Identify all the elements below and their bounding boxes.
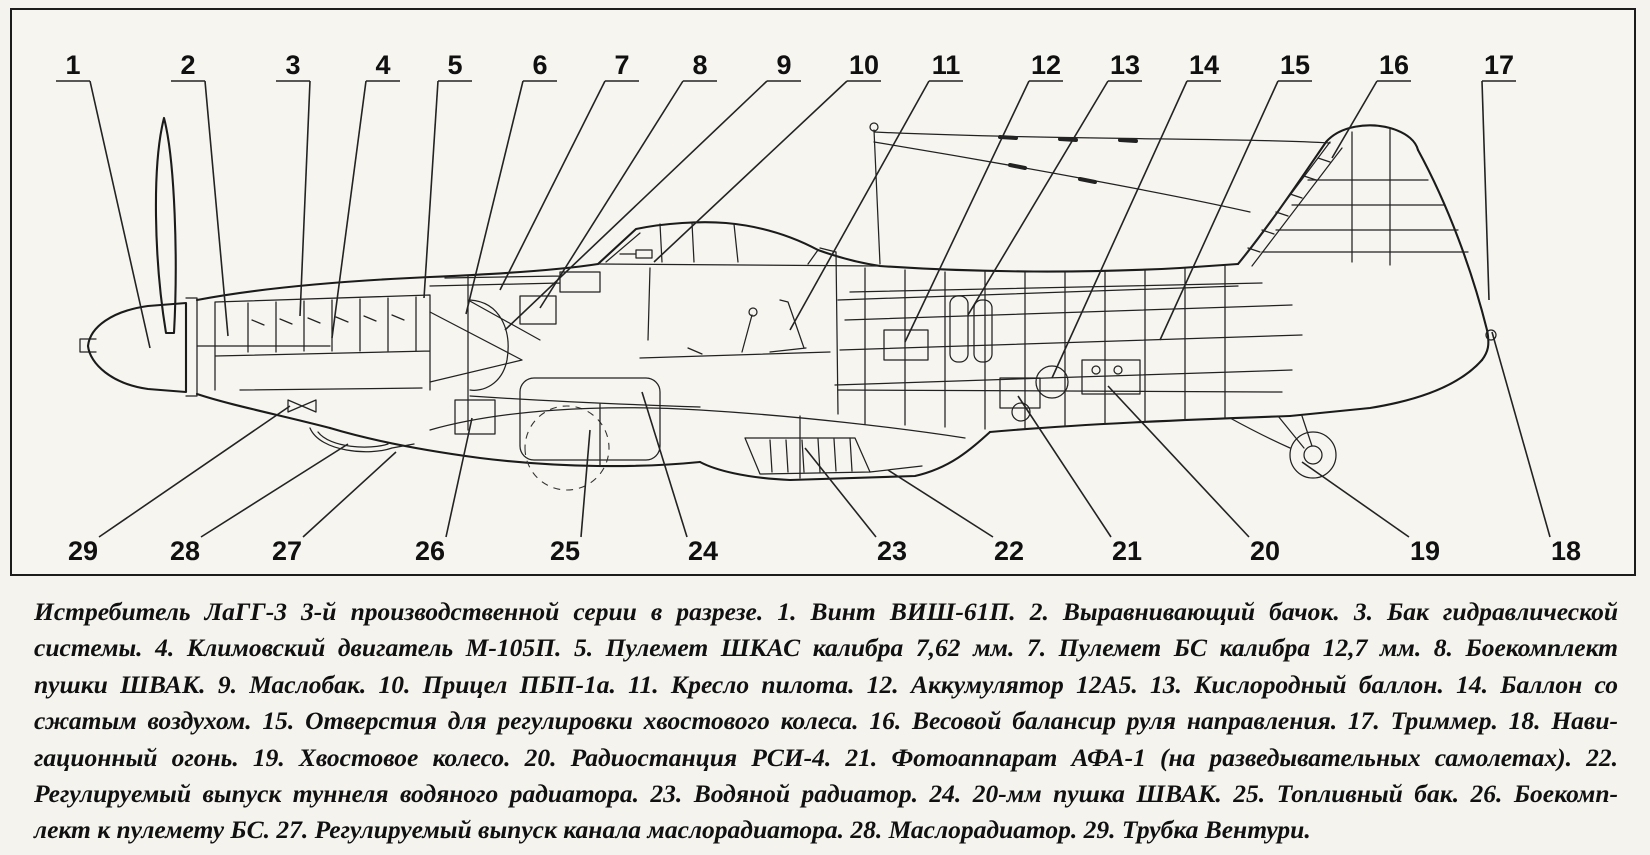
- callout-number-28: 28: [169, 536, 201, 566]
- callout-number-9: 9: [776, 50, 792, 80]
- caption-line: лект к пулемету БС. 27. Регулируемый выпуск канала маслорадиатора. 28. Маслорадиатор. 29. Трубка Вентури.: [34, 815, 1311, 845]
- leader-line-22: [888, 470, 993, 537]
- callout-number-17: 17: [1483, 50, 1515, 80]
- fuselage-outline: [197, 125, 1488, 480]
- caption-line: сжатым воздухом. 15. Отверстия для регулировки хвостового колеса. 16. Весовой балансир руля направления. 17. Триммер. 18. Нави-: [34, 706, 1618, 736]
- leader-line-20: [1108, 386, 1249, 537]
- callout-number-18: 18: [1550, 536, 1582, 566]
- callout-number-2: 2: [180, 50, 196, 80]
- leader-line-28: [201, 444, 348, 537]
- leader-line-17: [1482, 81, 1489, 300]
- caption-line: пушки ШВАК. 9. Маслобак. 10. Прицел ПБП-1а. 11. Кресло пилота. 12. Аккумулятор 12А5. 13. Кислородный баллон. 14. Баллон со: [34, 669, 1618, 699]
- leader-line-10: [654, 81, 847, 262]
- callout-number-3: 3: [285, 50, 301, 80]
- callout-number-1: 1: [65, 50, 81, 80]
- leader-line-14: [1052, 81, 1187, 378]
- callout-number-15: 15: [1279, 50, 1311, 80]
- engine-section: [197, 272, 600, 430]
- callout-number-16: 16: [1378, 50, 1410, 80]
- callout-number-27: 27: [271, 536, 303, 566]
- callout-number-20: 20: [1249, 536, 1281, 566]
- callout-number-13: 13: [1109, 50, 1141, 80]
- callout-number-10: 10: [848, 50, 880, 80]
- leader-line-15: [1160, 81, 1278, 340]
- leader-line-26: [446, 418, 472, 537]
- spinner-and-propeller: [80, 118, 197, 396]
- leader-line-5: [424, 81, 438, 298]
- callout-number-14: 14: [1188, 50, 1220, 80]
- leader-line-4: [332, 81, 366, 338]
- callout-number-19: 19: [1409, 536, 1441, 566]
- leader-line-12: [905, 81, 1029, 342]
- leader-line-29: [99, 406, 290, 537]
- leader-line-3: [300, 81, 310, 316]
- cockpit-section: [455, 223, 880, 490]
- tail-section: [1230, 128, 1496, 478]
- callout-number-24: 24: [687, 536, 719, 566]
- callout-number-5: 5: [447, 50, 463, 80]
- antenna: [870, 123, 1330, 264]
- callout-number-26: 26: [414, 536, 446, 566]
- leader-line-1: [90, 81, 150, 348]
- callout-number-29: 29: [67, 536, 99, 566]
- callout-number-23: 23: [876, 536, 908, 566]
- leader-line-11: [790, 81, 929, 330]
- caption-line: системы. 4. Климовский двигатель М-105П. 5. Пулемет ШКАС калибра 7,62 мм. 7. Пулемет БС калибра 12,7 мм. 8. Боекомплект: [34, 633, 1618, 663]
- leader-line-9: [505, 81, 767, 330]
- leader-line-13: [968, 81, 1108, 315]
- leader-line-6: [466, 81, 523, 314]
- callout-number-22: 22: [993, 536, 1025, 566]
- figure-caption: [34, 594, 1618, 849]
- caption-line: Регулируемый выпуск туннеля водяного радиатора. 23. Водяной радиатор. 24. 20-мм пушка ШВАК. 25. Топливный бак. 26. Боекомп-: [34, 779, 1618, 809]
- callout-number-4: 4: [375, 50, 391, 80]
- leader-line-8: [540, 81, 683, 308]
- caption-line: гационный огонь. 19. Хвостовое колесо. 20. Радиостанция РСИ-4. 21. Фотоаппарат АФА-1 (на разведывательных самолетах). 22.: [34, 742, 1618, 772]
- leader-line-27: [303, 452, 396, 537]
- callout-number-6: 6: [532, 50, 548, 80]
- leader-line-16: [1332, 81, 1377, 158]
- leader-line-19: [1302, 462, 1409, 537]
- rear-fuselage-structure: [835, 266, 1302, 429]
- callout-number-11: 11: [931, 50, 961, 80]
- callout-number-12: 12: [1030, 50, 1062, 80]
- callout-number-7: 7: [614, 50, 630, 80]
- callout-number-21: 21: [1111, 536, 1143, 566]
- leader-line-25: [581, 430, 590, 537]
- leader-line-18: [1492, 332, 1550, 537]
- callout-number-8: 8: [692, 50, 708, 80]
- caption-line: Истребитель ЛаГГ-3 3-й производственной серии в разрезе. 1. Винт ВИШ-61П. 2. Выравнивающий бачок. 3. Бак гидравлической: [34, 597, 1618, 626]
- callout-number-25: 25: [549, 536, 581, 566]
